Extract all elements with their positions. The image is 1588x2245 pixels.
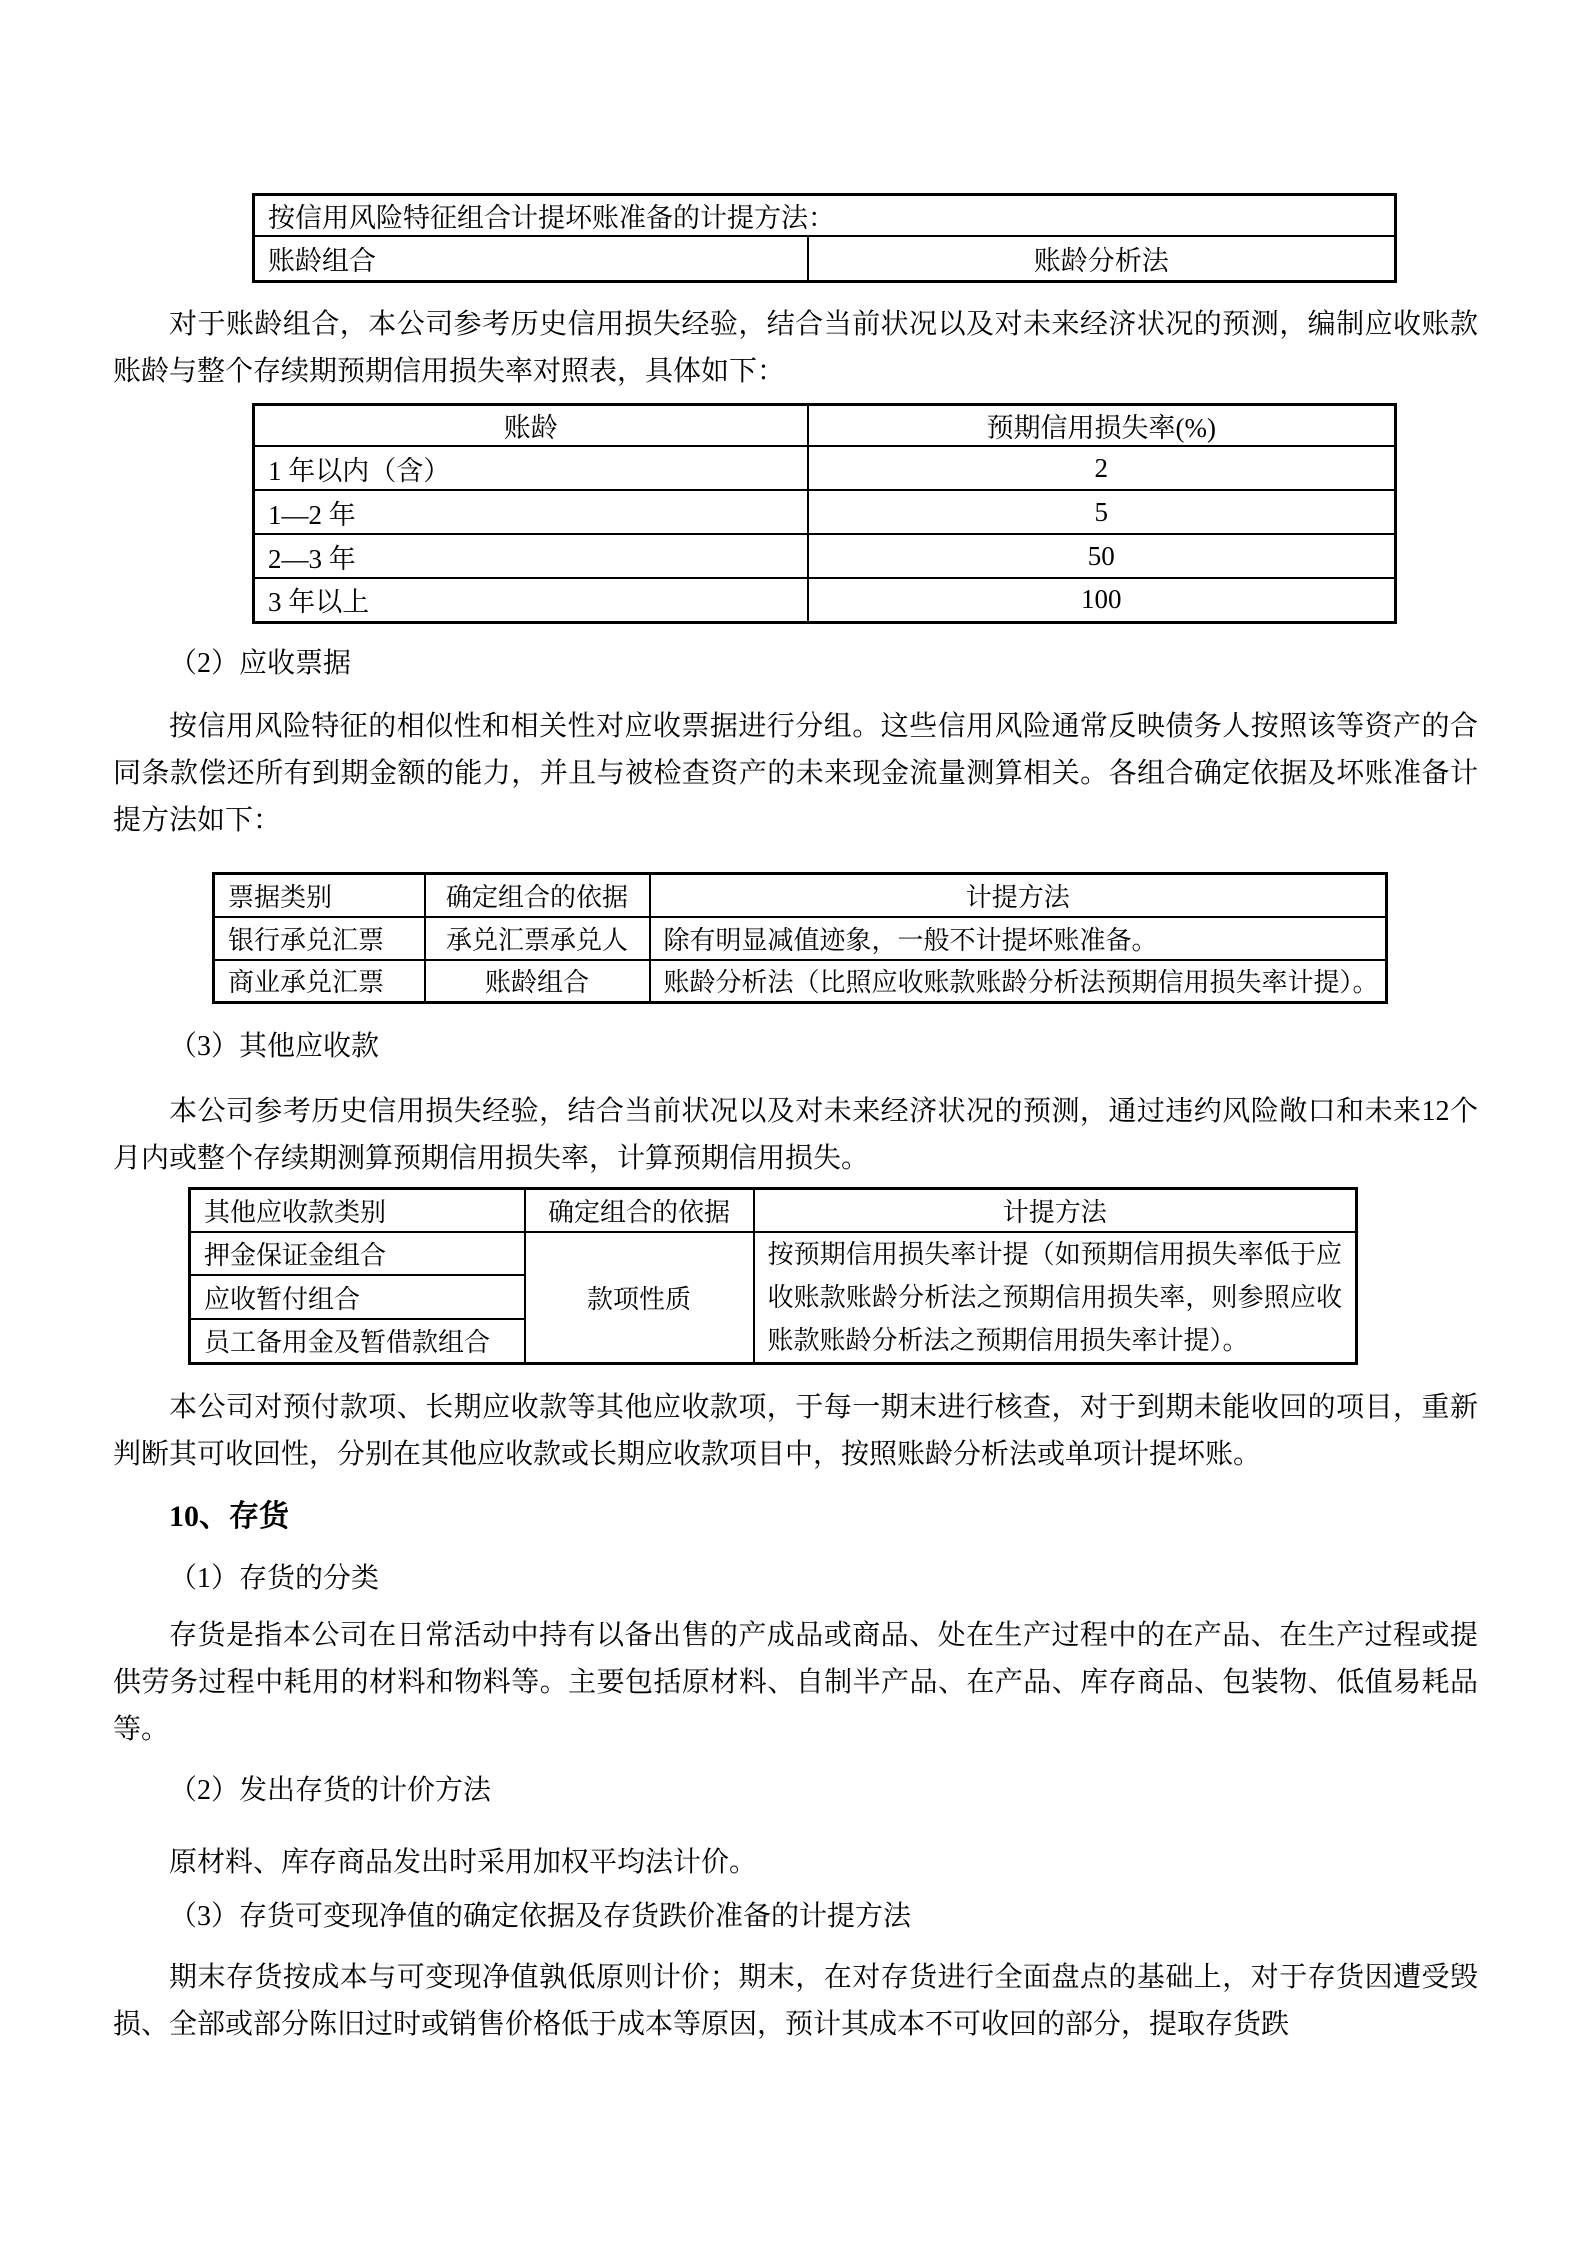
loss-rate-cell: 5 (808, 490, 1396, 534)
table-row (254, 446, 1396, 490)
loss-rate-cell: 100 (808, 578, 1396, 622)
provision-method-header-cell: 计提方法 (754, 1189, 1357, 1232)
table-header-row (214, 874, 1387, 917)
aging-cell: 1—2 年 (254, 490, 808, 534)
payment-nature-merged-cell: 款项性质 (525, 1232, 754, 1364)
provision-method-header-cell: 计提方法 (650, 874, 1387, 917)
table-row (254, 490, 1396, 534)
table-header-row (190, 1189, 1357, 1232)
table-row (190, 1232, 1357, 1276)
portfolio-basis-cell: 承兑汇票承兑人 (425, 917, 650, 960)
table-row (214, 960, 1387, 1003)
para-other-receivables: 本公司参考历史信用损失经验，结合当前状况以及对未来经济状况的预测，通过违约风险敞口和未来12个月内或整个存续期测算预期信用损失率，计算预期信用损失。 (113, 1096, 1478, 1174)
para-inventory-nrv: 期末存货按成本与可变现净值孰低原则计价；期末，在对存货进行全面盘点的基础上，对于存货因遭受毁损、全部或部分陈旧过时或销售价格低于成本等原因，预计其成本不可收回的部分，提取存货跌 (113, 1962, 1478, 2040)
provision-method-cell: 账龄分析法（比照应收账款账龄分析法预期信用损失率计提）。 (650, 960, 1387, 1003)
aging-cell: 3 年以上 (254, 578, 808, 622)
aging-header-cell: 账龄 (254, 405, 808, 447)
heading-inventory-classification: （1）存货的分类 (169, 1563, 380, 1594)
note-type-cell: 银行承兑汇票 (214, 917, 425, 960)
other-receivables-table (188, 1187, 1358, 1365)
other-receivable-category-cell: 押金保证金组合 (190, 1232, 525, 1276)
table-row (254, 534, 1396, 578)
other-receivable-category-cell: 应收暂付组合 (190, 1275, 525, 1319)
provision-method-merged-cell: 按预期信用损失率计提（如预期信用损失率低于应收账款账龄分析法之预期信用损失率，则参照应收账款账龄分析法之预期信用损失率计提）。 (754, 1232, 1357, 1364)
loss-rate-cell: 50 (808, 534, 1396, 578)
portfolio-basis-header-cell: 确定组合的依据 (525, 1189, 754, 1232)
portfolio-basis-cell: 账龄组合 (425, 960, 650, 1003)
para-inventory-classification: 存货是指本公司在日常活动中持有以备出售的产成品或商品、处在生产过程中的在产品、在生产过程或提供劳务过程中耗用的材料和物料等。主要包括原材料、自制半产品、在产品、库存商品、包装物、低值易耗品等。 (113, 1620, 1478, 1745)
provision-method-table (252, 193, 1397, 283)
aging-cell: 1 年以内（含） (254, 446, 808, 490)
portfolio-basis-header-cell: 确定组合的依据 (425, 874, 650, 917)
provision-method-cell: 除有明显减值迹象，一般不计提坏账准备。 (650, 917, 1387, 960)
heading-notes-receivable: （2）应收票据 (169, 648, 352, 679)
note-type-cell: 商业承兑汇票 (214, 960, 425, 1003)
heading-inventory-valuation: （2）发出存货的计价方法 (169, 1775, 492, 1806)
para-period-review: 本公司对预付款项、长期应收款等其他应收款项，于每一期末进行核查，对于到期未能收回的项目，重新判断其可收回性，分别在其他应收款或长期应收款项目中，按照账龄分析法或单项计提坏账。 (113, 1392, 1478, 1470)
table-row (254, 578, 1396, 622)
portfolio-method-cell: 账龄分析法 (808, 236, 1396, 281)
other-receivable-type-header-cell: 其他应收款类别 (190, 1189, 525, 1232)
heading-other-receivables: （3）其他应收款 (169, 1031, 380, 1062)
loss-rate-header-cell: 预期信用损失率(%) (808, 405, 1396, 447)
heading-inventory-nrv: （3）存货可变现净值的确定依据及存货跌价准备的计提方法 (169, 1901, 912, 1932)
loss-rate-cell: 2 (808, 446, 1396, 490)
table-row (254, 195, 1396, 237)
table-row (214, 917, 1387, 960)
para-inventory-valuation: 原材料、库存商品发出时采用加权平均法计价。 (169, 1847, 758, 1878)
aging-cell: 2—3 年 (254, 534, 808, 578)
note-type-header-cell: 票据类别 (214, 874, 425, 917)
notes-receivable-table (212, 872, 1388, 1004)
provision-method-caption-cell: 按信用风险特征组合计提坏账准备的计提方法： (254, 195, 1396, 237)
heading-inventory: 10、存货 (169, 1500, 289, 1533)
para-aging-intro: 对于账龄组合，本公司参考历史信用损失经验，结合当前状况以及对未来经济状况的预测，编制应收账款账龄与整个存续期预期信用损失率对照表，具体如下： (113, 309, 1478, 387)
portfolio-name-cell: 账龄组合 (254, 236, 808, 281)
table-header-row (254, 405, 1396, 447)
para-notes-receivable: 按信用风险特征的相似性和相关性对应收票据进行分组。这些信用风险通常反映债务人按照该等资产的合同条款偿还所有到期金额的能力，并且与被检查资产的未来现金流量测算相关。各组合确定依据及坏账准备计提方法如下： (113, 711, 1478, 836)
other-receivable-category-cell: 员工备用金及暂借款组合 (190, 1319, 525, 1363)
aging-loss-rate-table (252, 403, 1397, 624)
table-row (254, 236, 1396, 281)
